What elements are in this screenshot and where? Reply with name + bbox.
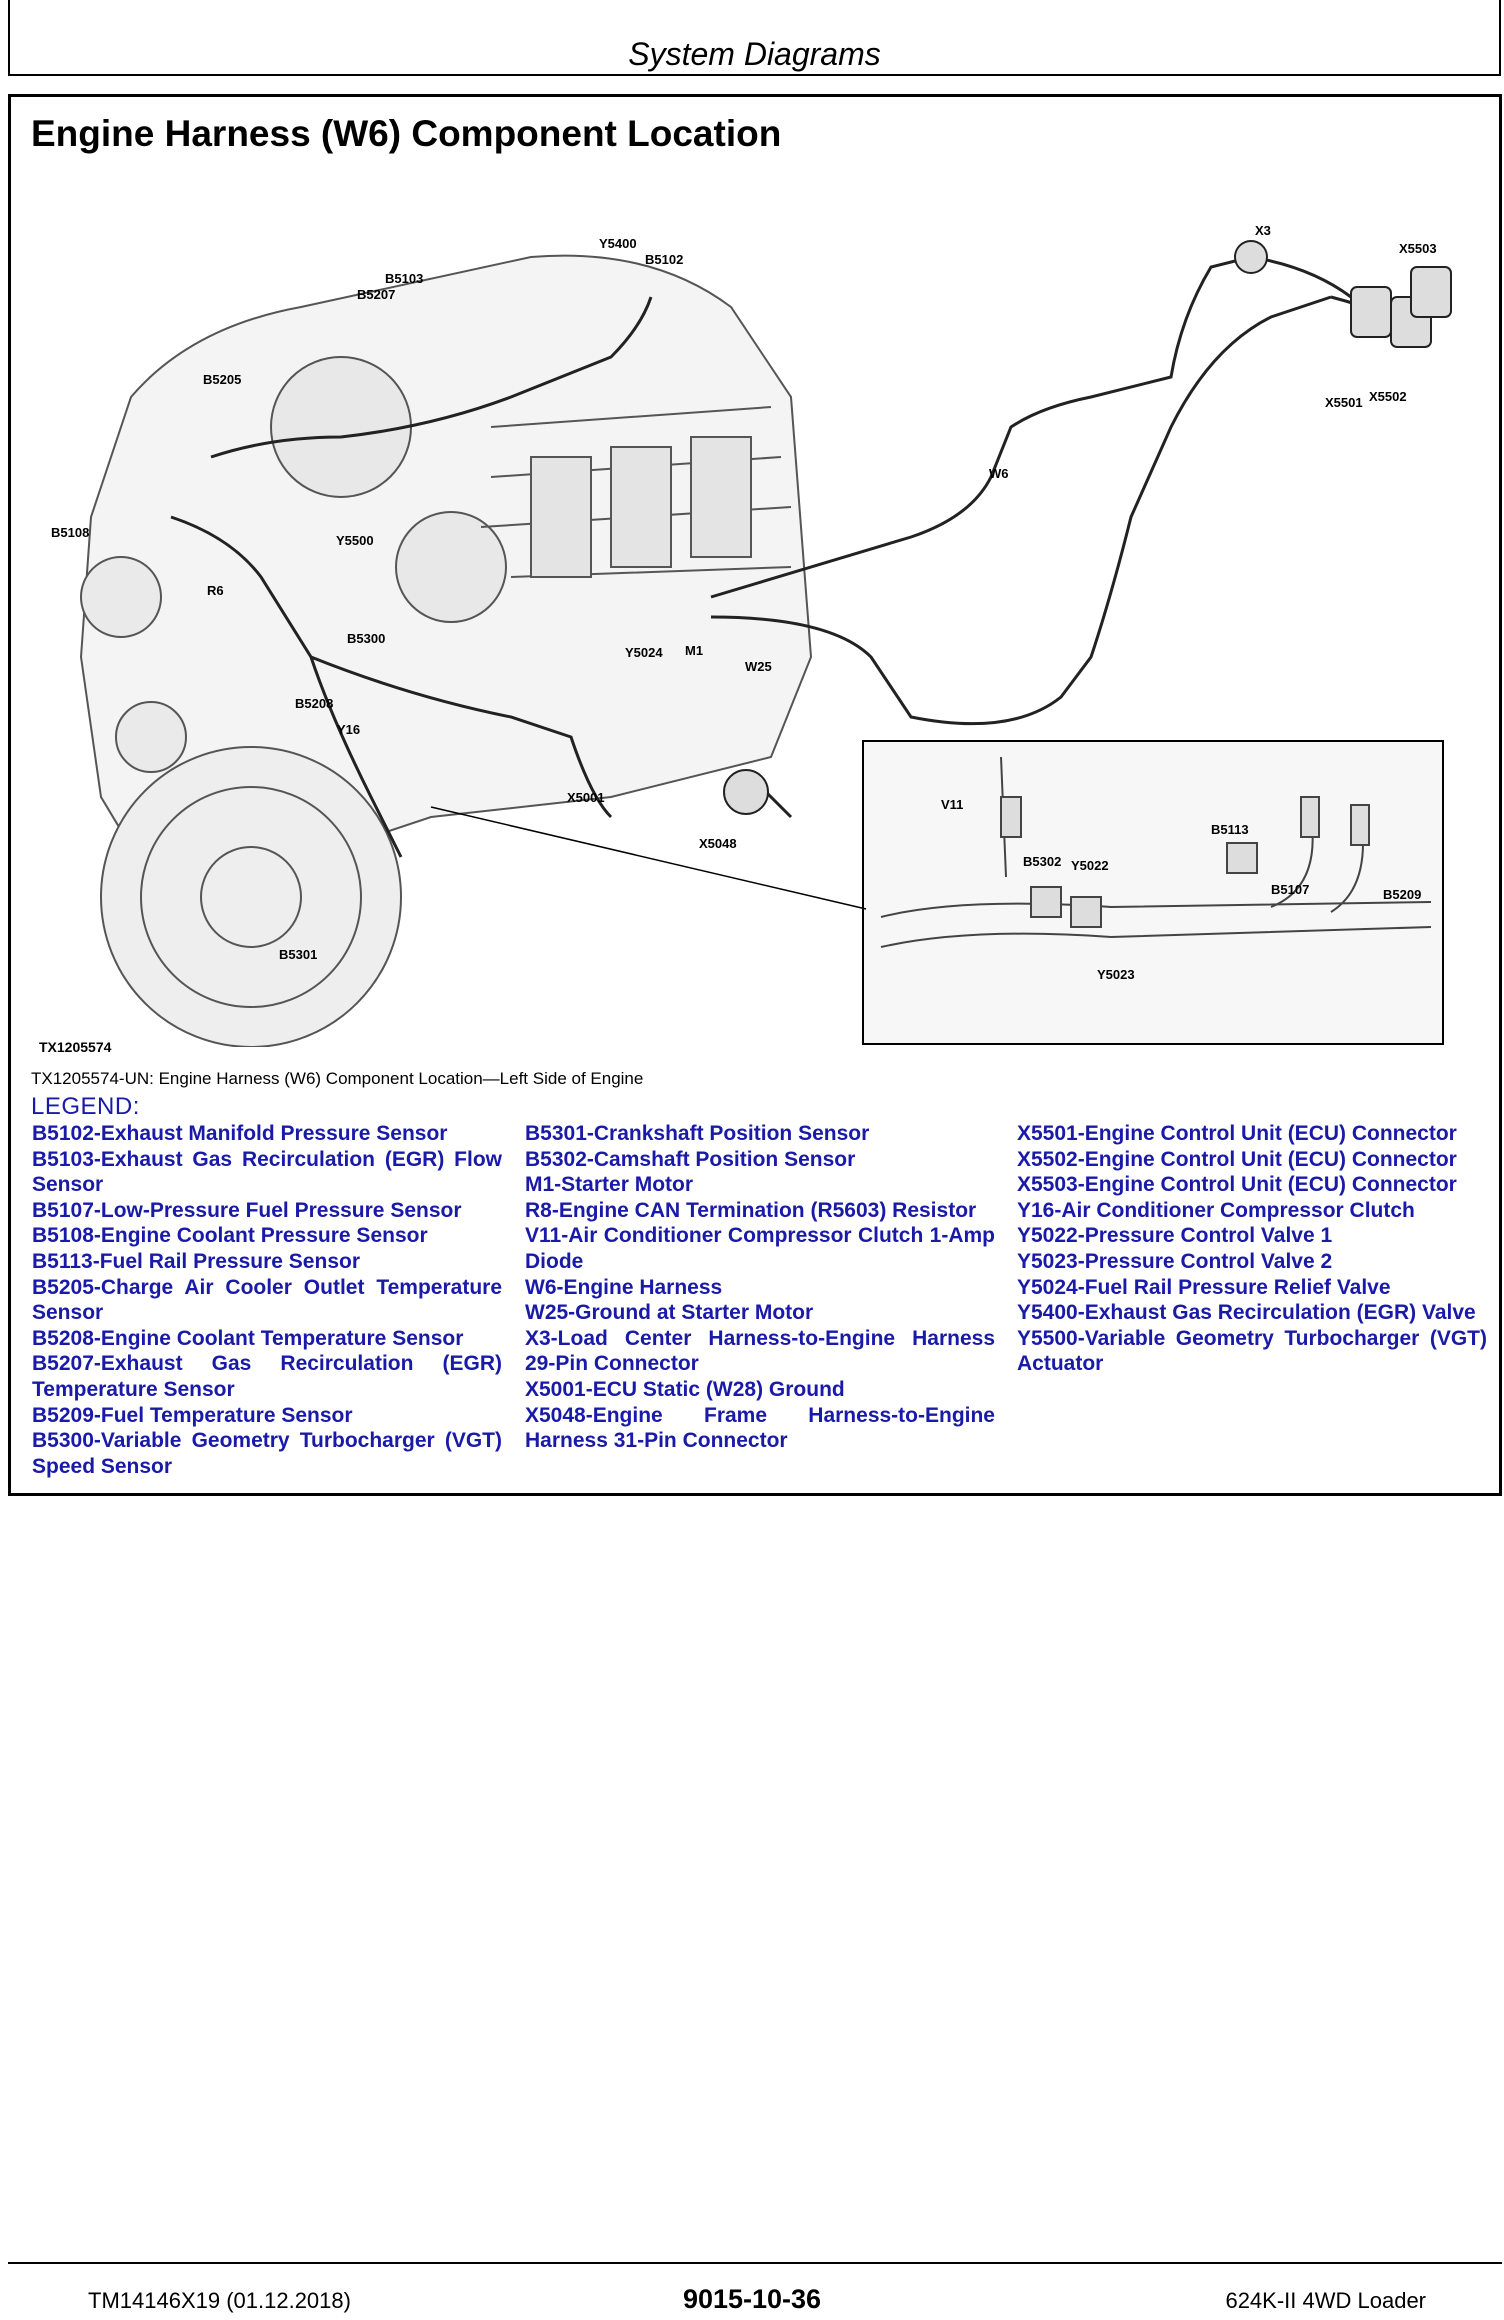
callout-label: B5103 <box>385 271 424 286</box>
callout-label: X5503 <box>1399 241 1437 256</box>
page-header <box>8 0 1501 76</box>
callout-label: B5300 <box>347 631 386 646</box>
callout-label: B5113 <box>1211 822 1249 837</box>
callout-label: X5001 <box>567 790 605 805</box>
legend-item: B5205-Charge Air Cooler Outlet Temperature Sensor <box>32 1275 502 1325</box>
legend-column-1 <box>32 1121 502 1479</box>
legend-item: B5208-Engine Coolant Temperature Sensor <box>32 1326 464 1350</box>
header-title: System Diagrams <box>628 36 881 72</box>
legend-item: X3-Load Center Harness-to-Engine Harness 29-Pin Connector <box>525 1326 995 1376</box>
legend-item: B5302-Camshaft Position Sensor <box>525 1147 856 1171</box>
callout-label: B5301 <box>279 947 318 962</box>
legend-item: Y16-Air Conditioner Compressor Clutch <box>1017 1198 1415 1222</box>
engine-harness-illustration <box>11 97 1499 1047</box>
legend-title: LEGEND: <box>31 1093 140 1120</box>
legend-item: X5001-ECU Static (W28) Ground <box>525 1377 845 1401</box>
callout-label: B5107 <box>1271 882 1310 897</box>
legend-item: B5300-Variable Geometry Turbocharger (VGT) Speed Sensor <box>32 1429 502 1478</box>
footer-divider <box>8 2262 1502 2264</box>
legend-item: Y5024-Fuel Rail Pressure Relief Valve <box>1017 1275 1391 1299</box>
callout-label: X5501 <box>1325 395 1363 410</box>
content-frame <box>8 94 1502 1496</box>
legend-item: W6-Engine Harness <box>525 1275 723 1299</box>
callout-label: B5302 <box>1023 854 1062 869</box>
callout-label: M1 <box>685 643 704 658</box>
callout-label: B5207 <box>357 287 396 302</box>
legend-column-3 <box>1017 1121 1487 1377</box>
callout-label: B5108 <box>51 525 90 540</box>
callout-label: Y16 <box>337 722 361 737</box>
callout-label: Y5022 <box>1071 858 1109 873</box>
legend-item: Y5022-Pressure Control Valve 1 <box>1017 1224 1333 1248</box>
callout-label: X5048 <box>699 836 737 851</box>
callout-label: R6 <box>207 583 224 598</box>
callout-label: Y5500 <box>336 533 374 548</box>
callout-label: Y5023 <box>1097 967 1135 982</box>
callout-label: W25 <box>745 659 772 674</box>
legend-item: X5502-Engine Control Unit (ECU) Connector <box>1017 1147 1457 1171</box>
legend-item: R8-Engine CAN Termination (R5603) Resistor <box>525 1198 977 1222</box>
legend-item: B5207-Exhaust Gas Recirculation (EGR) Temperature Sensor <box>32 1352 502 1401</box>
legend-item: B5113-Fuel Rail Pressure Sensor <box>32 1249 360 1273</box>
footer-doc-id: TM14146X19 (01.12.2018) <box>88 2288 351 2313</box>
legend-item: V11-Air Conditioner Compressor Clutch 1-Amp Diode <box>525 1224 995 1273</box>
callout-label: B5208 <box>295 696 334 711</box>
callout-label: Y5400 <box>599 236 637 251</box>
legend-item: B5103-Exhaust Gas Recirculation (EGR) Flow Sensor <box>32 1147 502 1197</box>
callout-label: B5209 <box>1383 887 1422 902</box>
callout-label: B5205 <box>203 372 242 387</box>
callout-label: B5102 <box>645 252 684 267</box>
legend-item: B5102-Exhaust Manifold Pressure Sensor <box>32 1122 448 1145</box>
legend-item: W25-Ground at Starter Motor <box>525 1301 814 1325</box>
legend-item: B5108-Engine Coolant Pressure Sensor <box>32 1224 428 1248</box>
footer-page-number: 9015-10-36 <box>682 2284 822 2314</box>
legend-item: B5107-Low-Pressure Fuel Pressure Sensor <box>32 1198 462 1222</box>
callout-label: X3 <box>1255 223 1271 238</box>
footer-model: 624K-II 4WD Loader <box>1225 2288 1426 2313</box>
callout-label: V11 <box>941 797 964 812</box>
legend-column-2 <box>525 1121 995 1454</box>
legend-item: Y5500-Variable Geometry Turbocharger (VGT) Actuator <box>1017 1326 1487 1376</box>
callout-label: W6 <box>989 466 1009 481</box>
figure-caption: TX1205574-UN: Engine Harness (W6) Component Location—Left Side of Engine <box>31 1069 644 1088</box>
legend-item: Y5400-Exhaust Gas Recirculation (EGR) Valve <box>1017 1301 1476 1325</box>
figure-id: TX1205574 <box>39 1039 112 1055</box>
legend-item: X5501-Engine Control Unit (ECU) Connector <box>1017 1122 1457 1145</box>
legend-item: M1-Starter Motor <box>525 1173 694 1197</box>
legend-item: Y5023-Pressure Control Valve 2 <box>1017 1249 1333 1273</box>
legend-item: B5209-Fuel Temperature Sensor <box>32 1403 353 1427</box>
callout-label: X5502 <box>1369 389 1407 404</box>
callout-label: Y5024 <box>625 645 663 660</box>
section-title: Engine Harness (W6) Component Location <box>31 113 782 154</box>
legend-item: X5503-Engine Control Unit (ECU) Connector <box>1017 1173 1457 1197</box>
legend-item: B5301-Crankshaft Position Sensor <box>525 1122 870 1145</box>
legend-item: X5048-Engine Frame Harness-to-Engine Harness 31-Pin Connector <box>525 1403 995 1453</box>
